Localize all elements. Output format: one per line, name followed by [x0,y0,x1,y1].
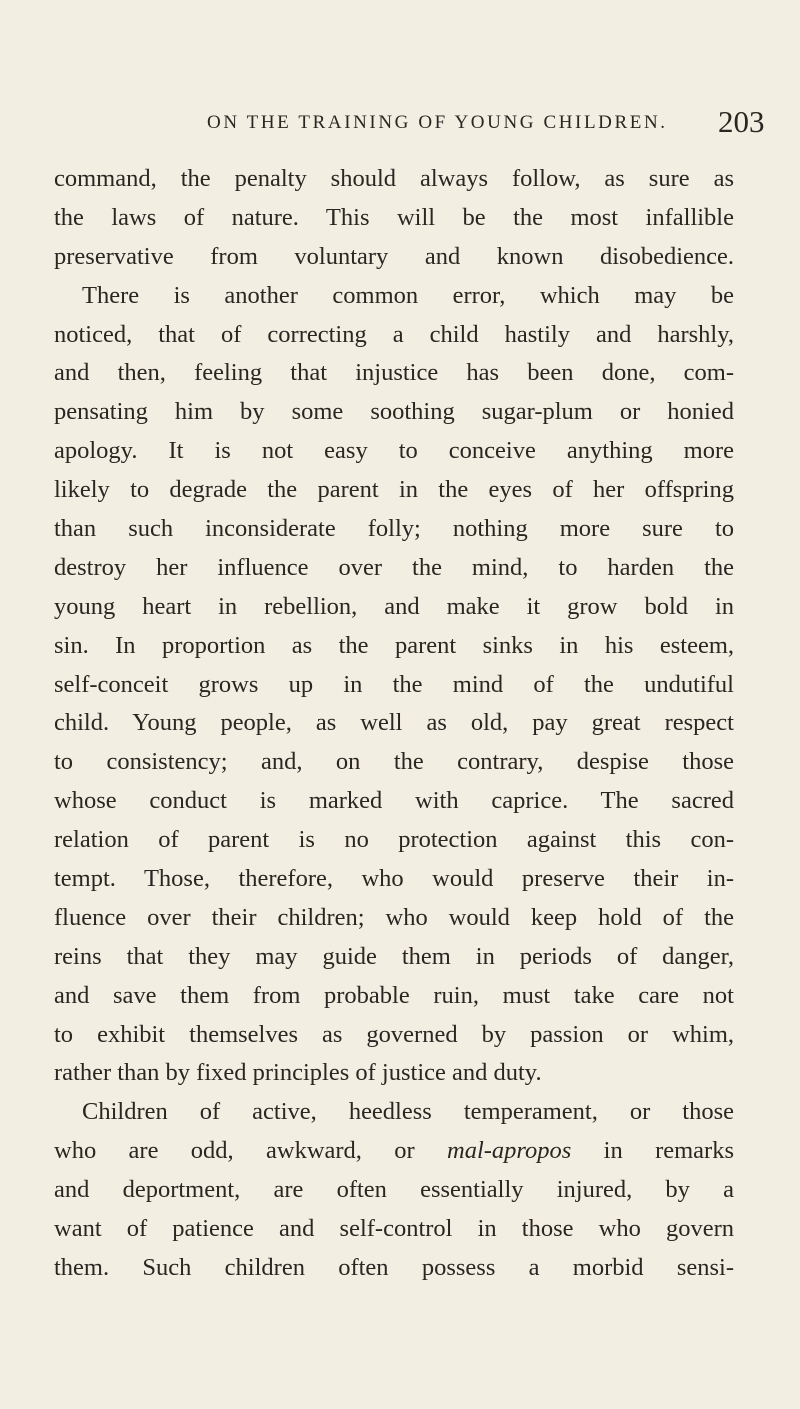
page-number: 203 [718,104,765,139]
text-line: destroy her influence over the mind, to harden the [54,553,734,581]
text-line: fluence over their children; who would keep hold of the [54,903,734,931]
text-line: likely to degrade the parent in the eyes of her offspring [54,476,734,504]
text-line: whose conduct is marked with caprice. The sacred [54,787,734,815]
text-line: and deportment, are often essentially injured, by a [54,1176,734,1204]
running-head [0,104,800,148]
text-line: reins that they may guide them in periods of danger, [54,942,734,970]
text-line: than such inconsiderate folly; nothing more sure to [54,515,734,543]
text-line: relation of parent is no protection against this con- [54,826,734,854]
text-line: There is another common error, which may be [82,281,734,309]
text-line: want of patience and self-control in those who govern [54,1215,734,1243]
text-line: them. Such children often possess a morbid sensi- [54,1253,734,1281]
text-line-with-italic [54,1132,734,1171]
text-line: to consistency; and, on the contrary, despise those [54,748,734,776]
text-line: sin. In proportion as the parent sinks in his esteem, [54,631,734,659]
text-line: preservative from voluntary and known disobedience. [54,242,734,270]
text-line: rather than by fixed principles of justice and duty. [54,1059,542,1087]
text-line: young heart in rebellion, and make it grow bold in [54,592,734,620]
text-line: pensating him by some soothing sugar-plum or honied [54,398,734,426]
text-line: child. Young people, as well as old, pay great respect [54,709,734,737]
text-line: the laws of nature. This will be the most infallible [54,203,734,231]
text-line: to exhibit themselves as governed by passion or whim, [54,1020,734,1048]
text-line: and save them from probable ruin, must take care not [54,981,734,1009]
text-line: self-conceit grows up in the mind of the undutiful [54,670,734,698]
text-line: apology. It is not easy to conceive anything more [54,437,734,465]
text-run: in remarks [571,1137,734,1165]
text-line: tempt. Those, therefore, who would preserve their in- [54,865,734,893]
italic-term: mal-apropos [447,1137,572,1165]
body-text [54,160,734,1288]
text-line: and then, feeling that injustice has been done, com- [54,359,734,387]
text-line: command, the penalty should always follow, as sure as [54,165,734,192]
text-line: noticed, that of correcting a child hastily and harshly, [54,320,734,348]
running-title: ON THE TRAINING OF YOUNG CHILDREN. [207,112,668,133]
text-line: Children of active, heedless temperament, or those [82,1098,734,1126]
text-run: who are odd, awkward, or [54,1137,448,1165]
